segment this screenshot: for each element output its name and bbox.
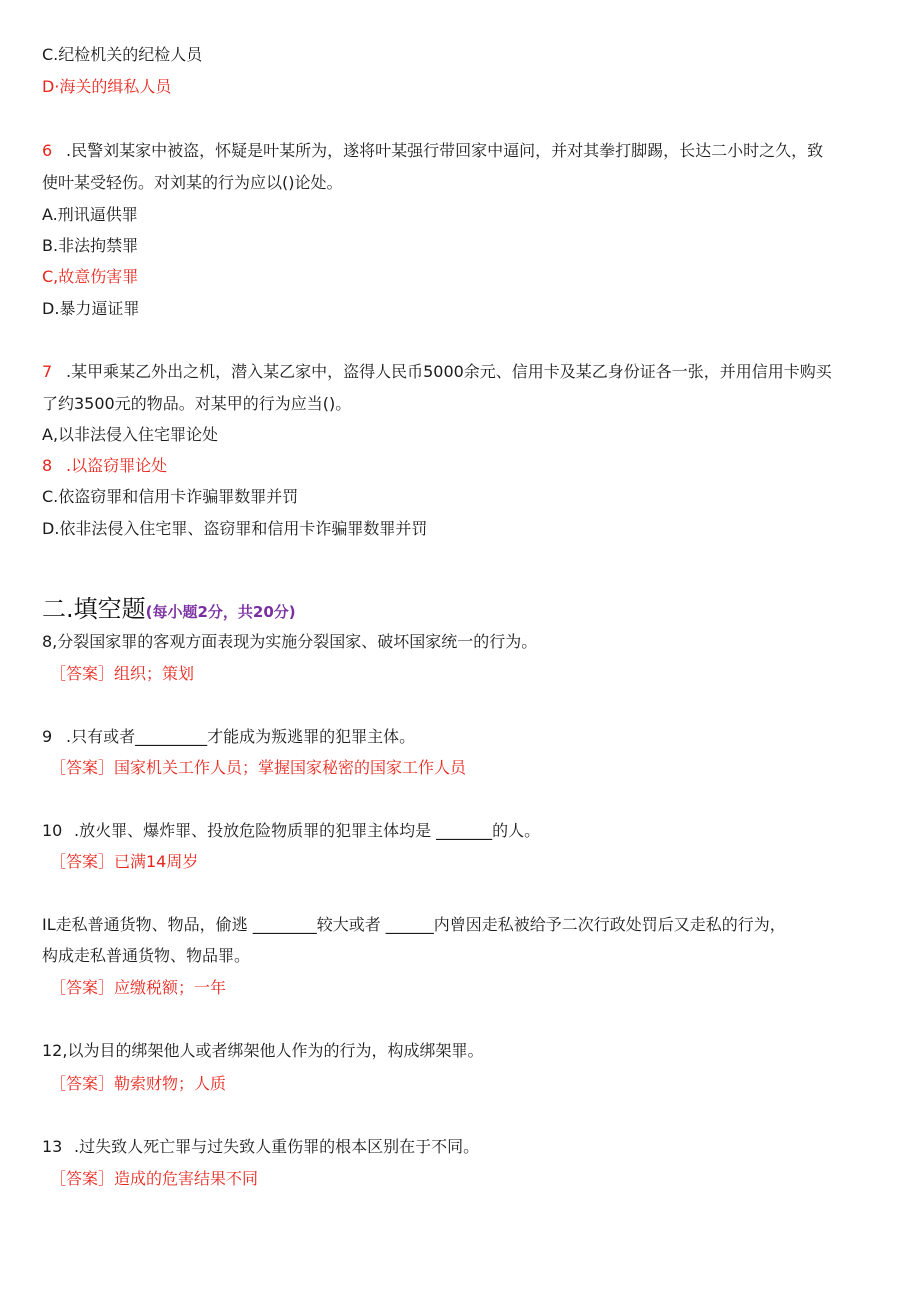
fill-question-11-cont: 构成走私普通货物、物品罪。 xyxy=(42,946,251,965)
answer-9: ［答案］国家机关工作人员；掌握国家秘密的国家工作人员 xyxy=(50,758,467,777)
option-7b-answer xyxy=(42,455,167,477)
option-text: .以盗窃罪论处 xyxy=(66,456,168,475)
question-text: .过失致人死亡罪与过失致人重伤罪的根本区别在于不同。 xyxy=(74,1137,480,1156)
fill-question-9 xyxy=(42,726,415,748)
option-6d: D.暴力逼证罪 xyxy=(42,299,140,318)
option-5d-answer: D·海关的缉私人员 xyxy=(42,77,172,96)
question-number: 13 xyxy=(42,1137,63,1156)
answer-8: ［答案］组织；策划 xyxy=(50,664,195,683)
answer-10: ［答案］已满14周岁 xyxy=(50,852,199,871)
fill-question-8: 8,分裂国家罪的客观方面表现为实施分裂国家、破坏国家统一的行为。 xyxy=(42,632,538,651)
fill-question-13 xyxy=(42,1136,479,1158)
section-title xyxy=(42,594,296,627)
answer-13: ［答案］造成的危害结果不同 xyxy=(50,1169,259,1188)
section-heading: 二.填空题 xyxy=(42,595,146,623)
question-number: 9 xyxy=(42,727,53,746)
question-number: 7 xyxy=(42,362,53,381)
option-7a: A,以非法侵入住宅罪论处 xyxy=(42,425,219,444)
question-text: .某甲乘某乙外出之机，潜入某乙家中，盗得人民币5000余元、信用卡及某乙身份证各一张，并用信用卡购买 xyxy=(66,362,832,381)
question-text: .只有或者_________才能成为叛逃罪的犯罪主体。 xyxy=(66,727,416,746)
section-score-note: (每小题2分，共20分) xyxy=(145,603,296,621)
question-7-cont: 了约3500元的物品。对某甲的行为应当()。 xyxy=(42,394,352,413)
question-number: 10 xyxy=(42,821,63,840)
question-text: .民警刘某家中被盗，怀疑是叶某所为，遂将叶某强行带回家中逼问，并对其拳打脚踢，长达二小时之久，致 xyxy=(66,141,824,160)
option-6b: B.非法拘禁罪 xyxy=(42,236,139,255)
fill-question-12: 12,以为目的绑架他人或者绑架他人作为的行为，构成绑架罪。 xyxy=(42,1041,484,1060)
question-6-cont: 使叶某受轻伤。对刘某的行为应以()论处。 xyxy=(42,173,343,192)
option-number: 8 xyxy=(42,456,53,475)
option-6c-answer: C,故意伤害罪 xyxy=(42,267,139,286)
option-7c: C.依盗窃罪和信用卡诈骗罪数罪并罚 xyxy=(42,487,299,506)
question-number: 6 xyxy=(42,141,53,160)
answer-12: ［答案］勒索财物；人质 xyxy=(50,1074,227,1093)
question-7 xyxy=(42,361,832,383)
answer-11: ［答案］应缴税额；一年 xyxy=(50,978,227,997)
question-text: .放火罪、爆炸罪、投放危险物质罪的犯罪主体均是 _______的人。 xyxy=(74,821,541,840)
option-6a: A.刑讯逼供罪 xyxy=(42,205,138,224)
fill-question-11: IL走私普通货物、物品，偷逃 ________较大或者 ______内曾因走私被给予二次行政处罚后又走私的行为， xyxy=(42,915,786,934)
fill-question-10 xyxy=(42,820,540,842)
option-7d: D.依非法侵入住宅罪、盗窃罪和信用卡诈骗罪数罪并罚 xyxy=(42,519,428,538)
option-5c: C.纪检机关的纪检人员 xyxy=(42,45,203,64)
question-6 xyxy=(42,140,823,162)
